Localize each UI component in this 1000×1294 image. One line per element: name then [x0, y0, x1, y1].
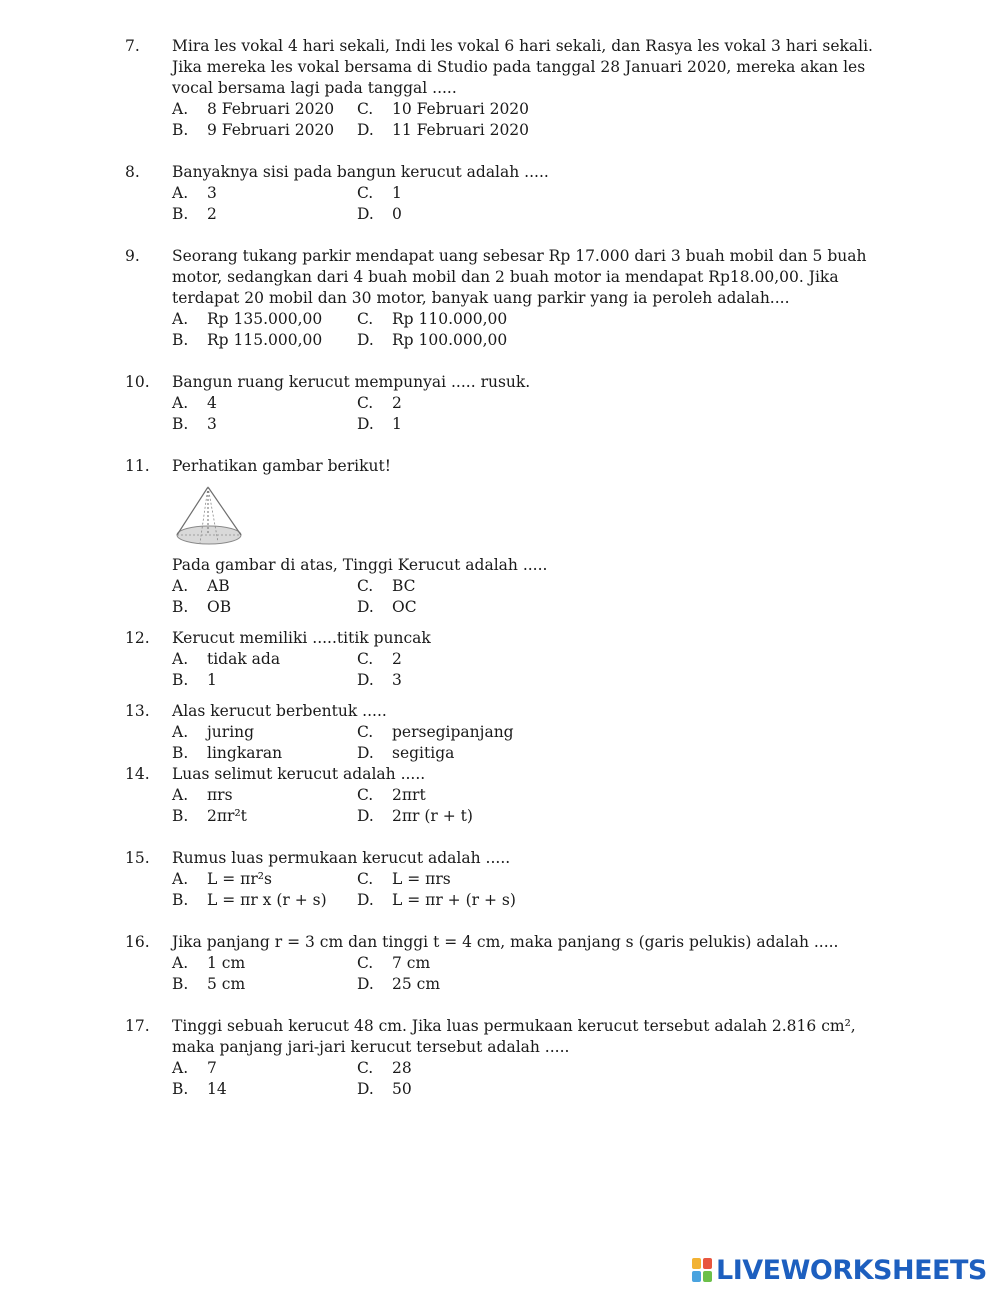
option-text: πrs — [207, 786, 233, 804]
option-text: 1 cm — [207, 954, 246, 972]
option-b[interactable] — [172, 974, 357, 995]
option-a[interactable] — [172, 785, 357, 806]
question-text: Jika panjang r = 3 cm dan tinggi t = 4 cm, maka panjang s (garis pelukis) adalah ..... — [172, 933, 839, 951]
question-number: 17. — [125, 1017, 150, 1035]
option-text: 10 Februari 2020 — [392, 100, 530, 118]
option-text: L = πr x (r + s) — [207, 891, 327, 909]
logo-block — [692, 1258, 701, 1269]
option-a[interactable] — [172, 1058, 357, 1079]
answer-options — [172, 309, 1000, 351]
option-text: 1 — [207, 671, 217, 689]
option-letter: A. — [172, 786, 189, 804]
option-letter: B. — [172, 598, 189, 616]
answer-options — [172, 576, 1000, 618]
worksheet — [0, 36, 1000, 1100]
cone-diagram — [172, 483, 252, 555]
question-text: Luas selimut kerucut adalah ..... — [172, 765, 426, 783]
answer-options — [172, 953, 1000, 995]
option-text: 7 — [207, 1059, 217, 1077]
option-letter: A. — [172, 650, 189, 668]
option-text: 2πr (r + t) — [392, 807, 473, 825]
option-a[interactable] — [172, 183, 357, 204]
option-letter: D. — [357, 1080, 374, 1098]
logo-block — [703, 1271, 712, 1282]
option-text: Rp 110.000,00 — [392, 310, 508, 328]
option-text: 3 — [207, 415, 217, 433]
option-text: L = πr²s — [207, 870, 272, 888]
option-b[interactable] — [172, 204, 357, 225]
option-text: 7 cm — [392, 954, 431, 972]
option-letter: B. — [172, 415, 189, 433]
question-text: Alas kerucut berbentuk ..... — [172, 702, 387, 720]
option-d[interactable] — [357, 670, 557, 691]
option-text: 14 — [207, 1080, 227, 1098]
option-a[interactable] — [172, 953, 357, 974]
option-letter: C. — [357, 184, 374, 202]
option-c[interactable] — [357, 869, 557, 890]
answer-options — [172, 785, 1000, 827]
option-letter: C. — [357, 577, 374, 595]
question-8 — [0, 162, 1000, 225]
option-c[interactable] — [357, 953, 557, 974]
option-c[interactable] — [357, 649, 557, 670]
option-letter: B. — [172, 744, 189, 762]
logo-block — [703, 1258, 712, 1269]
option-b[interactable] — [172, 890, 357, 911]
option-text: 2 — [207, 205, 217, 223]
option-letter: C. — [357, 650, 374, 668]
option-d[interactable] — [357, 597, 557, 618]
option-b[interactable] — [172, 597, 357, 618]
option-c[interactable] — [357, 99, 557, 120]
option-letter: B. — [172, 205, 189, 223]
option-c[interactable] — [357, 183, 557, 204]
option-letter: A. — [172, 394, 189, 412]
option-text: BC — [392, 577, 416, 595]
question-text: Banyaknya sisi pada bangun kerucut adalah ..... — [172, 163, 549, 181]
option-b[interactable] — [172, 806, 357, 827]
option-letter: C. — [357, 870, 374, 888]
option-letter: A. — [172, 577, 189, 595]
option-letter: D. — [357, 598, 374, 616]
question-text: Kerucut memiliki .....titik puncak — [172, 629, 431, 647]
option-text: 2πr²t — [207, 807, 247, 825]
option-b[interactable] — [172, 414, 357, 435]
option-letter: B. — [172, 331, 189, 349]
option-d[interactable] — [357, 120, 557, 141]
option-letter: D. — [357, 121, 374, 139]
question-number: 12. — [125, 629, 150, 647]
question-text: Tinggi sebuah kerucut 48 cm. Jika luas permukaan kerucut tersebut adalah 2.816 cm², maka panjang jari-jari kerucut tersebut adalah ..... — [172, 1017, 856, 1056]
question-11 — [0, 456, 1000, 618]
option-text: 2πrt — [392, 786, 426, 804]
question-text: Rumus luas permukaan kerucut adalah ..... — [172, 849, 511, 867]
option-c[interactable] — [357, 1058, 557, 1079]
question-15 — [0, 848, 1000, 911]
option-text: tidak ada — [207, 650, 281, 668]
option-letter: A. — [172, 100, 189, 118]
option-a[interactable] — [172, 649, 357, 670]
option-d[interactable] — [357, 414, 557, 435]
logo-block — [692, 1271, 701, 1282]
question-number: 9. — [125, 247, 140, 265]
option-letter: D. — [357, 671, 374, 689]
option-text: 1 — [392, 415, 402, 433]
option-text: 2 — [392, 394, 402, 412]
option-a[interactable] — [172, 869, 357, 890]
option-letter: A. — [172, 184, 189, 202]
option-text: OC — [392, 598, 417, 616]
option-c[interactable] — [357, 576, 557, 597]
question-number: 11. — [125, 457, 150, 475]
option-letter: B. — [172, 807, 189, 825]
question-9 — [0, 246, 1000, 351]
question-13 — [0, 701, 1000, 764]
option-a[interactable] — [172, 393, 357, 414]
option-text: L = πrs — [392, 870, 451, 888]
option-d[interactable] — [357, 974, 557, 995]
option-c[interactable] — [357, 393, 557, 414]
option-text: 1 — [392, 184, 402, 202]
question-10 — [0, 372, 1000, 435]
option-letter: D. — [357, 331, 374, 349]
option-text: 3 — [392, 671, 402, 689]
option-text: 8 Februari 2020 — [207, 100, 335, 118]
option-letter: D. — [357, 975, 374, 993]
option-text: 4 — [207, 394, 217, 412]
option-text: Rp 100.000,00 — [392, 331, 508, 349]
option-text: OB — [207, 598, 232, 616]
option-letter: B. — [172, 891, 189, 909]
option-letter: D. — [357, 807, 374, 825]
answer-options — [172, 99, 1000, 141]
option-letter: D. — [357, 415, 374, 433]
answer-options — [172, 722, 1000, 764]
question-17 — [0, 1016, 1000, 1100]
option-b[interactable] — [172, 330, 357, 351]
question-12 — [0, 628, 1000, 691]
option-text: Rp 135.000,00 — [207, 310, 323, 328]
option-letter: B. — [172, 975, 189, 993]
question-text-2: Pada gambar di atas, Tinggi Kerucut adalah ..... — [172, 556, 548, 574]
option-text: juring — [207, 723, 255, 741]
question-text: Bangun ruang kerucut mempunyai ..... rusuk. — [172, 373, 531, 391]
question-14 — [0, 764, 1000, 827]
question-text: Seorang tukang parkir mendapat uang sebesar Rp 17.000 dari 3 buah mobil dan 5 buah motor, sedangkan dari 4 buah mobil dan 2 buah motor ia mendapat Rp18.00,00. Jika terdapat 20 mobil dan 30 motor, banyak uang parkir yang ia peroleh adalah.... — [172, 247, 867, 307]
option-a[interactable] — [172, 309, 357, 330]
option-text: Rp 115.000,00 — [207, 331, 323, 349]
option-text: 25 cm — [392, 975, 441, 993]
question-number: 13. — [125, 702, 150, 720]
option-b[interactable] — [172, 743, 357, 764]
answer-options — [172, 1058, 1000, 1100]
answer-options — [172, 869, 1000, 911]
option-a[interactable] — [172, 576, 357, 597]
option-letter: C. — [357, 100, 374, 118]
option-letter: C. — [357, 310, 374, 328]
option-text: persegipanjang — [392, 723, 514, 741]
option-d[interactable] — [357, 1079, 557, 1100]
option-letter: D. — [357, 744, 374, 762]
option-c[interactable] — [357, 722, 557, 743]
option-letter: B. — [172, 1080, 189, 1098]
option-letter: C. — [357, 394, 374, 412]
option-letter: A. — [172, 310, 189, 328]
answer-options — [172, 649, 1000, 691]
option-letter: C. — [357, 954, 374, 972]
answer-options — [172, 393, 1000, 435]
option-text: 0 — [392, 205, 402, 223]
option-a[interactable] — [172, 99, 357, 120]
cone-figure — [172, 483, 252, 555]
option-letter: C. — [357, 786, 374, 804]
option-d[interactable] — [357, 330, 557, 351]
question-number: 7. — [125, 37, 140, 55]
option-text: 5 cm — [207, 975, 246, 993]
option-text: 28 — [392, 1059, 412, 1077]
logo-text: LIVEWORKSHEETS — [716, 1254, 987, 1286]
option-letter: B. — [172, 671, 189, 689]
option-c[interactable] — [357, 309, 557, 330]
option-letter: D. — [357, 205, 374, 223]
answer-options — [172, 183, 1000, 225]
option-letter: C. — [357, 723, 374, 741]
option-d[interactable] — [357, 743, 557, 764]
option-letter: A. — [172, 954, 189, 972]
option-b[interactable] — [172, 1079, 357, 1100]
question-number: 14. — [125, 765, 150, 783]
option-letter: A. — [172, 1059, 189, 1077]
question-text: Perhatikan gambar berikut! — [172, 457, 391, 475]
question-7 — [0, 36, 1000, 141]
option-letter: A. — [172, 723, 189, 741]
option-text: L = πr + (r + s) — [392, 891, 516, 909]
option-d[interactable] — [357, 204, 557, 225]
option-letter: D. — [357, 891, 374, 909]
option-text: segitiga — [392, 744, 455, 762]
option-d[interactable] — [357, 806, 557, 827]
option-text: 2 — [392, 650, 402, 668]
question-number: 10. — [125, 373, 150, 391]
option-text: 11 Februari 2020 — [392, 121, 530, 139]
option-b[interactable] — [172, 670, 357, 691]
option-c[interactable] — [357, 785, 557, 806]
liveworksheets-logo[interactable] — [692, 1255, 987, 1285]
question-number: 8. — [125, 163, 140, 181]
question-number: 16. — [125, 933, 150, 951]
option-letter: B. — [172, 121, 189, 139]
option-letter: A. — [172, 870, 189, 888]
option-a[interactable] — [172, 722, 357, 743]
option-text: 3 — [207, 184, 217, 202]
question-text: Mira les vokal 4 hari sekali, Indi les vokal 6 hari sekali, dan Rasya les vokal 3 hari sekali. Jika mereka les vokal bersama di Studio pada tanggal 28 Januari 2020, mereka akan les vocal bersama lagi pada tanggal ..... — [172, 37, 873, 97]
option-text: 50 — [392, 1080, 412, 1098]
option-text: AB — [207, 577, 230, 595]
option-text: 9 Februari 2020 — [207, 121, 335, 139]
logo-blocks-icon — [692, 1258, 712, 1282]
question-16 — [0, 932, 1000, 995]
option-letter: C. — [357, 1059, 374, 1077]
option-d[interactable] — [357, 890, 557, 911]
option-text: lingkaran — [207, 744, 283, 762]
option-b[interactable] — [172, 120, 357, 141]
question-number: 15. — [125, 849, 150, 867]
